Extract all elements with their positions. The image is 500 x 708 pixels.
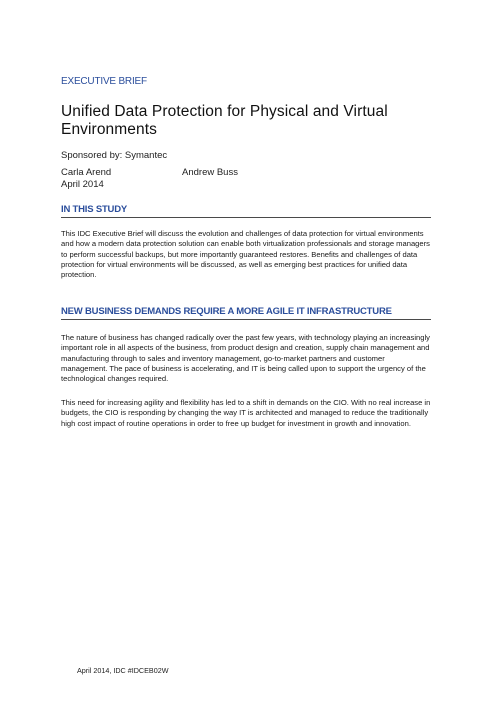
author-name: Andrew Buss	[182, 167, 238, 178]
body-paragraph: This need for increasing agility and flexibility has led to a shift in demands on the CIO. With no real increase in budgets, the CIO is responding by changing the way IT is architected and managed to reduce the traditionally high cost impact of routine operations in order to free up budget for investment in growth and innovation.	[61, 398, 431, 428]
page-footer: April 2014, IDC #IDCEB02W	[77, 666, 169, 675]
sponsor-line: Sponsored by: Symantec	[61, 150, 168, 161]
body-paragraph: This IDC Executive Brief will discuss the evolution and challenges of data protection for virtual environments and how a modern data protection solution can enable both virtualization professionals and storage managers to perform successful backups, but more importantly guaranteed restores. Benefits and challenges of data protection for virtual environments will be discussed, as well as emerging best practices for unified data protection.	[61, 229, 430, 280]
document-type-label: EXECUTIVE BRIEF	[61, 76, 147, 87]
publication-date: April 2014	[61, 179, 104, 190]
section-heading: NEW BUSINESS DEMANDS REQUIRE A MORE AGILE IT INFRASTRUCTURE	[61, 306, 392, 317]
section-heading: IN THIS STUDY	[61, 204, 128, 215]
body-paragraph: The nature of business has changed radically over the past few years, with technology playing an increasingly important role in all aspects of the business, from product design and creation, supply chain management and manufacturing through to sales and inventory management, go-to-market partners and customer management. The pace of business is accelerating, and IT is being called upon to support the urgency of the technological changes required.	[61, 333, 430, 384]
document-title: Unified Data Protection for Physical and Virtual Environments	[61, 103, 388, 138]
section-divider	[61, 217, 431, 218]
author-name: Carla Arend	[61, 167, 112, 178]
section-divider	[61, 319, 431, 320]
